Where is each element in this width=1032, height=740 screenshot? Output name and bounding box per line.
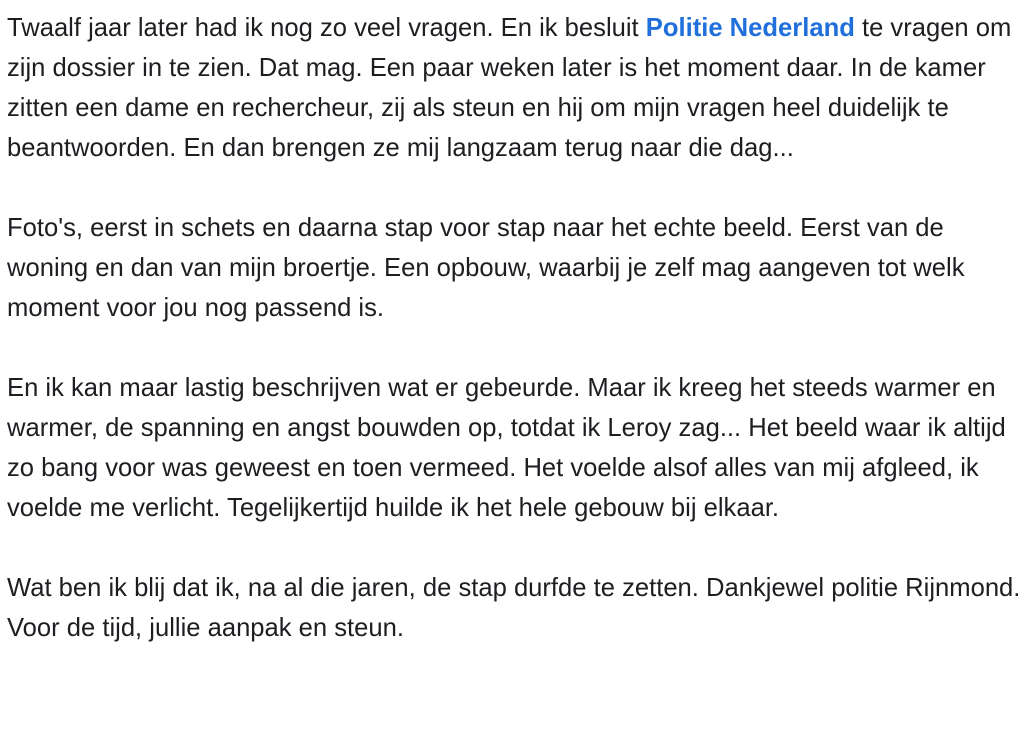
paragraph-1-intro: Twaalf jaar later had ik nog zo veel vragen. En ik besluit [7, 14, 646, 42]
mention-link-politie-nederland[interactable]: Politie Nederland [645, 14, 855, 42]
paragraph-4: Wat ben ik blij dat ik, na al die jaren, de stap durfde te zetten. Dankjewel politie Rijnmond. Voor de tijd, jullie aanpak en steun. [7, 574, 1021, 642]
paragraph-2: Foto's, eerst in schets en daarna stap voor stap naar het echte beeld. Eerst van de woning en dan van mijn broertje. Een opbouw, waarbij je zelf mag aangeven tot welk moment voor jou nog passend is. [7, 214, 965, 322]
post-body [7, 8, 1027, 648]
paragraph-3: En ik kan maar lastig beschrijven wat er gebeurde. Maar ik kreeg het steeds warmer en warmer, de spanning en angst bouwden op, totdat ik Leroy zag... Het beeld waar ik altijd zo bang voor was geweest en toen vermeed. Het voelde alsof alles van mij afgleed, ik voelde me verlicht. Tegelijkertijd huilde ik het hele gebouw bij elkaar. [7, 374, 1006, 522]
paragraph-1-rest: te vragen om zijn dossier in te zien. Dat mag. Een paar weken later is het moment daar. In de kamer zitten een dame en rechercheur, zij als steun en hij om mijn vragen heel duidelijk te beantwoorden. En dan brengen ze mij langzaam terug naar die dag... [7, 14, 1012, 162]
paragraph-1 [7, 8, 1027, 168]
